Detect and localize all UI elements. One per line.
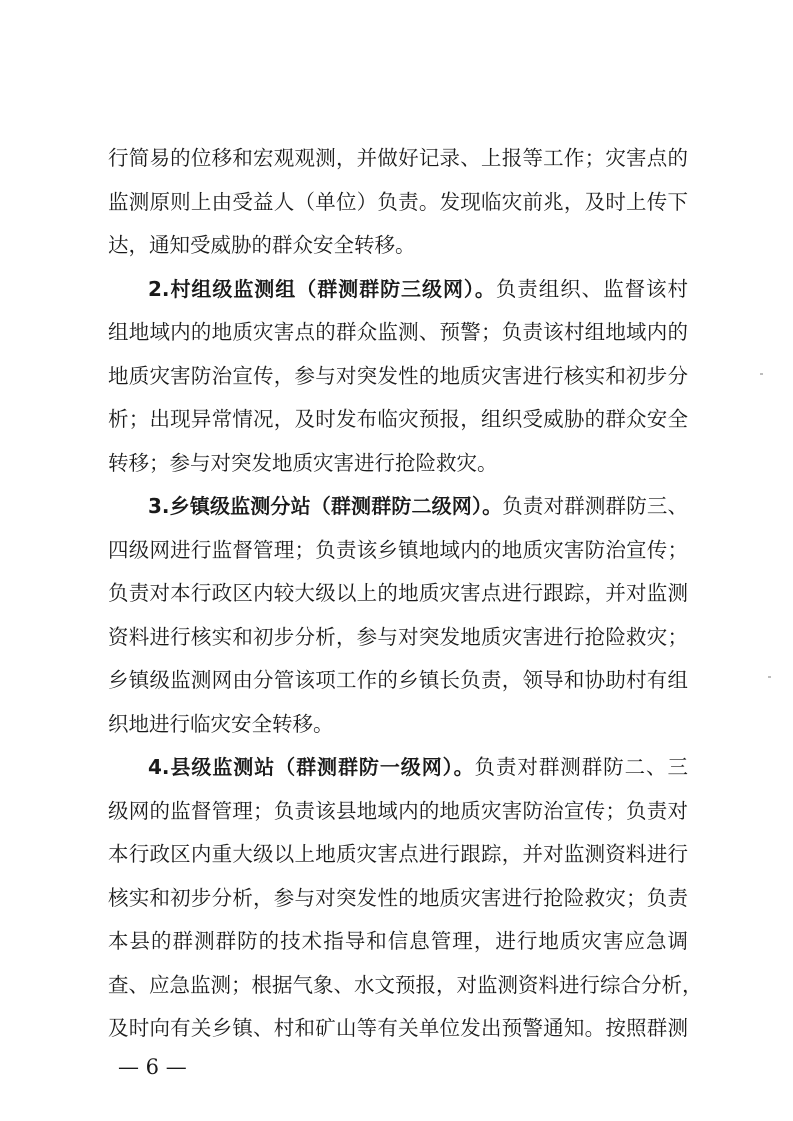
margin-speck [768, 676, 771, 678]
section-3-first-line [148, 488, 688, 524]
section-2-line-4: 析；出现异常情况，及时发布临灾预报，组织受威胁的群众安全 [108, 407, 688, 431]
margin-speck [760, 373, 763, 375]
section-3-line-6: 织地进行临灾安全转移。 [108, 712, 334, 736]
section-3-line-2: 四级网进行监督管理；负责该乡镇地域内的地质灾害防治宣传； [108, 538, 688, 562]
page-number: — 6 — [118, 1055, 187, 1079]
section-4-first-line [148, 749, 688, 785]
section-4-line-5: 本县的群测群防的技术指导和信息管理，进行地质灾害应急调 [108, 929, 688, 953]
section-4-line-3: 本行政区内重大级以上地质灾害点进行跟踪，并对监测资料进行 [108, 842, 688, 866]
paragraph-1-line-3: 达，通知受威胁的群众安全转移。 [108, 233, 416, 257]
section-2-heading: 2.村组级监测组（群测群防三级网）。 [148, 277, 496, 301]
section-2-first-line-text: 负责组织、监督该村 [495, 277, 689, 301]
section-3-heading: 3.乡镇级监测分站（群测群防二级网）。 [148, 494, 503, 518]
paragraph-1-line-1: 行简易的位移和宏观观测，并做好记录、上报等工作；灾害点的 [108, 146, 688, 170]
section-4-line-7: 及时向有关乡镇、村和矿山等有关单位发出预警通知。按照群测 [108, 1016, 688, 1040]
section-4-line-2: 级网的监督管理；负责该县地域内的地质灾害防治宣传；负责对 [108, 799, 688, 823]
section-3-line-3: 负责对本行政区内较大级以上的地质灾害点进行跟踪，并对监测 [108, 581, 688, 605]
section-3-line-5: 乡镇级监测网由分管该项工作的乡镇长负责，领导和协助村有组 [108, 668, 688, 692]
section-4-line-6: 查、应急监测；根据气象、水文预报，对监测资料进行综合分析， [108, 973, 703, 997]
section-4-first-line-text: 负责对群测群防二、三 [474, 755, 689, 779]
paragraph-1-line-2: 监测原则上由受益人（单位）负责。发现临灾前兆，及时上传下 [108, 190, 688, 214]
section-2-line-2: 组地域内的地质灾害点的群众监测、预警；负责该村组地域内的 [108, 320, 688, 344]
section-4-line-4: 核实和初步分析，参与对突发性的地质灾害进行抢险救灾；负责 [108, 886, 688, 910]
section-2-line-3: 地质灾害防治宣传，参与对突发性的地质灾害进行核实和初步分 [108, 364, 688, 388]
section-3-first-line-text: 负责对群测群防三、 [502, 494, 689, 518]
section-4-heading: 4.县级监测站（群测群防一级网）。 [148, 755, 475, 779]
section-2-first-line [148, 271, 688, 307]
section-3-line-4: 资料进行核实和初步分析，参与对突发地质灾害进行抢险救灾； [108, 625, 688, 649]
section-2-line-5: 转移；参与对突发地质灾害进行抢险救灾。 [108, 451, 498, 475]
